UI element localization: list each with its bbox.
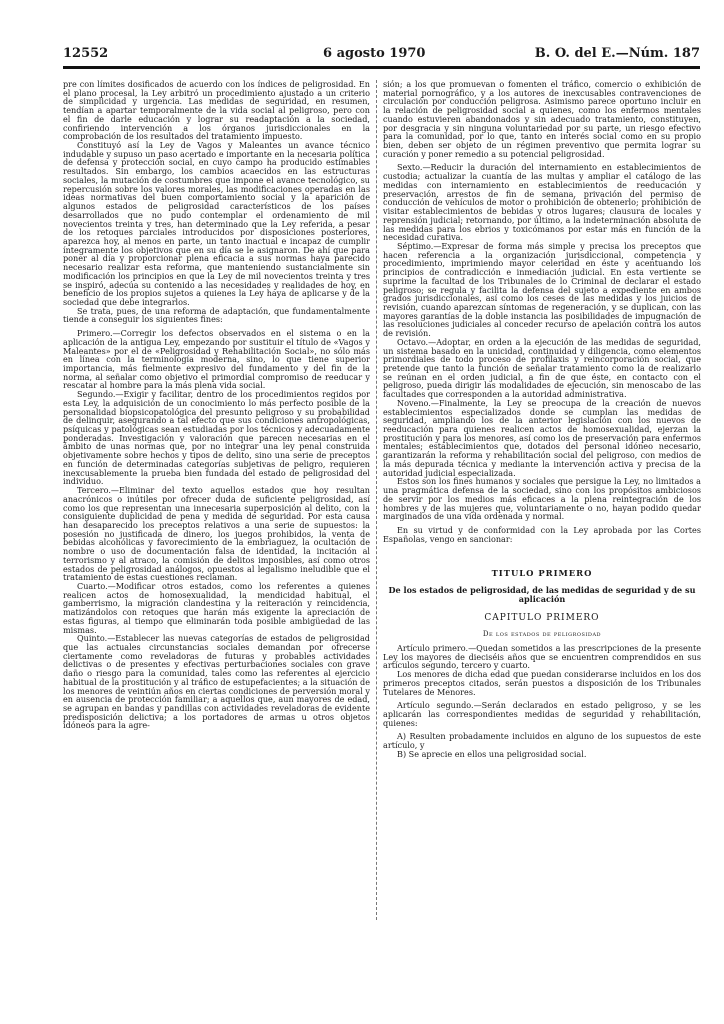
article-2-item-a: A) Resulten probadamente incluidos en alguno de los supuestos de este artículo, y [383,731,701,751]
paragraph-sanction: En su virtud y de conformidad con la Ley aprobada por las Cortes Españolas, vengo en sancionar: [383,524,701,544]
paragraph: pre con límites dosificados de acuerdo con los índices de peligrosidad. En el plano procesal, la Ley arbitró un procedimiento ajustado a un criterio de simplicidad y urgencia. Las medidas de seguridad, en resumen, tendían a apartar temporalmente de la vida social al peligroso, pero con el fin de darle educación y lograr su readaptación a la sociedad, confiriendo intervención a los órganos jurisdiccionales en la comprobación de los resultados del tratamiento impuesto. [63,79,370,142]
publication-date: 6 agosto 1970 [323,46,426,61]
article-1: Artículo primero.—Quedan sometidos a las prescripciones de la presente Ley los mayores de dieciséis años que se encuentren comprendidos en sus artículos segundo, tercero y cuarto. [383,642,701,671]
paragraph-sexto: Sexto.—Reducir la duración del internamiento en establecimientos de custodia; actualizar la cuantía de las multas y ampliar el catálogo de las medidas con internamiento en establecimientos de reeducación y preservación, arrestos de fin de semana, privación del permiso de conducción de vehículos de motor o prohibición de obtenerlo; prohibición de visitar establecimientos de bebidas y otros lugares; clausura de locales y reprensión judicial; retornando, por último, a la indeterminación absoluta de las medidas para los ebrios y toxicómanos por estar más en función de la necesidad curativa. [383,162,701,243]
section-heading: De los estados de peligrosidad [482,630,602,639]
titulo-subheading: De los estados de peligrosidad, de las medidas de seguridad y de su aplicación [388,585,696,604]
paragraph: Estos son los fines humanos y sociales que persigue la Ley, no limitados a una pragmática defensa de la sociedad, sino con los propósitos ambiciosos de servir por los medios más eficaces a la plena reintegración de los hombres y de las mujeres que, voluntariamente o no, hayan podido quedar marginados de una vida ordenada y normal. [383,476,701,522]
page-header [63,44,700,66]
capitulo-heading: CAPITULO PRIMERO [484,612,600,623]
paragraph-segundo: Segundo.—Exigir y facilitar, dentro de los procedimientos regidos por esta Ley, la adquisición de un conocimiento lo más perfecto posible de la personalidad biopsicopatológica del presunto peligroso y su probabilidad de delinquir, asegurando a tal efecto que sus condiciones antropológicas, psíquicas y patológicas sean estudiadas por los técnicos y adecuadamente ponderadas. Investigación y valoración que parecen necesarias en el ámbito de unas normas que, por no integrar una ley penal construida objetivamente sobre hechos y tipos de delito, sino una serie de preceptos en función de determinadas categorías subjetivas de peligro, requieren inexcusablemente la prueba bien fundada del estado de peligrosidad del individuo. [63,389,370,487]
article-1-paragraph: Los menores de dicha edad que puedan considerarse incluidos en los dos primeros preceptos citados, serán puestos a disposición de los Tribunales Tutelares de Menores. [383,669,701,697]
paragraph-octavo: Octavo.—Adoptar, en orden a la ejecución de las medidas de seguridad, un sistema basado en la unicidad, continuidad y diligencia, como elementos primordiales de todo proceso de profilaxis y reincorporación social, que pretende que tanto la función de señalar tratamiento como la de realizarlo se reúnan en el orden judicial, a fin de que éste, en contacto con el peligroso, pueda dirigir las modalidades de ejecución, sin menoscabo de las facultades que corresponden a la autoridad administrativa. [383,336,701,400]
paragraph: sión; a los que promuevan o fomenten el tráfico, comercio o exhibición de material pornográfico, y a los autores de inexcusables contravenciones de circulación por conducción peligrosa. Asimismo parece oportuno incluir en la relación de peligrosidad social a quienes, como los enfermos mentales cuando estuvieren abandonados y sin adecuado tratamiento, constituyen, por desgracia y sin ninguna voluntariedad por su parte, un riesgo efectivo para la comunidad, por lo que, tanto en interés social como en su propio bien, deben ser objeto de un régimen preventivo que permita lograr su curación y poner remedio a su potencial peligrosidad. [383,79,701,159]
publication-name: B. O. del E.—Núm. 187 [534,46,700,61]
paragraph-primero: Primero.—Corregir los defectos observados en el sistema o en la aplicación de la antigua Ley, empezando por sustituir el título de «Vagos y Maleantes» por el de «Peligrosidad y Rehabilitación Social», no sólo más en línea con la terminología moderna, sino, lo que tiene superior importancia, más fielmente expresivo del fundamento y del fin de la norma, al señalar como objetivo el primordial compromiso de reeducar y rescatar al hombre para la más plena vida social. [63,328,370,391]
header-rule [63,66,700,69]
article-2: Artículo segundo.—Serán declarados en estado peligroso, y se les aplicarán las correspondientes medidas de seguridad y rehabilitación, quienes: [383,700,701,728]
paragraph-cuarto: Cuarto.—Modificar otros estados, como los referentes a quienes realicen actos de homosexualidad, la mendicidad habitual, el gamberrismo, la migración clandestina y la reiteración y reincidencia, matizándolos con retoques que harán más exigente la apreciación de estas figuras, al tiempo que eliminarán toda posible ambigüedad de las mismas. [63,580,370,635]
column-divider [376,80,377,920]
page-number: 12552 [63,46,109,61]
paragraph-septimo: Séptimo.—Expresar de forma más simple y precisa los preceptos que hacen referencia a la organización jurisdiccional, competencia y procedimiento, imprimiendo mayor celeridad en éste y acentuando los principios de contradicción e inmediación judicial. En esta vertiente se suprime la facultad de los Tribunales de lo Criminal de declarar el estado peligroso; se regula y facilita la defensa del sujeto a expediente en ambos grados jurisdiccionales, así como los ceses de las medidas y los juicios de revisión, cuando aparezcan síntomas de regeneración, y se duplican, con las mayores garantías de la doble instancia las posibilidades de impugnación de las resoluciones judiciales al conceder recurso de apelación contra los autos de revisión. [383,240,701,339]
paragraph: Se trata, pues, de una reforma de adaptación, que fundamentalmente tiende a conseguir los siguientes fines: [63,305,370,325]
article-2-item-b: B) Se aprecie en ellos una peligrosidad social. [397,748,587,759]
paragraph-tercero: Tercero.—Eliminar del texto aquellos estados que hoy resultan anacrónicos o inútiles por ofrecer duda de suficiente peligrosidad, así como los que representan una innecesaria superposición al delito, con la consiguiente duplicidad de pena y medida de seguridad. Por esta causa han desaparecido los preceptos relativos a una serie de supuestos: la posesión no justificada de dinero, los juegos prohibidos, la venta de bebidas alcohólicas y favorecimiento de la embriaguez, la ocultación de nombre o uso de documentación falsa de identidad, la incitación al terrorismo y al atraco, la comisión de delitos imposibles, así como otros estados de peligrosidad análogos, opuestos al legalismo ineludible que el tratamiento de estas cuestiones reclaman. [63,485,370,583]
left-column [63,80,370,730]
paragraph: Constituyó así la Ley de Vagos y Maleantes un avance técnico indudable y supuso un paso acertado e importante en la necesaria política de defensa y protección social, en cuyo campo ha producido estimables resultados. Sin embargo, los cambios acaecidos en las estructuras sociales, la mutación de costumbres que impone el avance tecnológico, su repercusión sobre los valores morales, las modificaciones operadas en las ideas normativas del buen comportamiento social y la aparición de algunos estados de peligrosidad característicos de los países desarrollados que no pudo contemplar el ordenamiento de mil novecientos treinta y tres, han determinado que la Ley referida, a pesar de los retoques parciales introducidos por disposiciones posteriores, aparezca hoy, al menos en parte, un tanto inactual e incapaz de cumplir íntegramente los objetivos que en su día se le asignaron. De ahí que para poner al día y proporcionar plena eficacia a sus normas haya parecido necesario realizar esta reforma, que manteniendo sustancialmente sin modificación los principios en que la Ley de mil novecientos treinta y tres se inspiró, adecúa su contenido a las necesidades y realidades de hoy, en beneficio de los propios sujetos a quienes la Ley haya de aplicarse y de la sociedad que debe integrarlos. [63,140,370,307]
right-column [383,80,701,759]
titulo-heading: TITULO PRIMERO [491,568,593,579]
paragraph-noveno: Noveno.—Finalmente, la Ley se preocupa de la creación de nuevos establecimientos especializados donde se cumplan las medidas de seguridad, ampliando los de la anterior legislación con los nuevos de reeducación para quienes realicen actos de homosexualidad, ejerzan la prostitución y para los menores, así como los de preservación para enfermos mentales; establecimientos que, dotados del personal idóneo necesario, garantizarán la reforma y rehabilitación social del peligroso, con medios de la más depurada técnica y mediante la intervención activa y precisa de la autoridad judicial especializada. [383,397,701,478]
paragraph-quinto: Quinto.—Establecer las nuevas categorías de estados de peligrosidad que las actuales circunstancias sociales demandan por ofrecerse ciertamente como reveladoras de futuras y probables actividades delictivas o de presentes y efectivas perturbaciones sociales con grave daño o riesgo para la comunidad, tales como las referentes al ejercicio habitual de la prostitución y al tráfico de estupefacientes; a la situación de los menores de veintiún años en ciertas condiciones de perversión moral y en ausencia de protección familiar; a aquellos que, aun mayores de edad, se agrupan en bandas y pandillas con actividades reveladoras de evidente predisposición delictiva; a los portadores de armas u otros objetos idóneos para la agre- [63,633,370,731]
